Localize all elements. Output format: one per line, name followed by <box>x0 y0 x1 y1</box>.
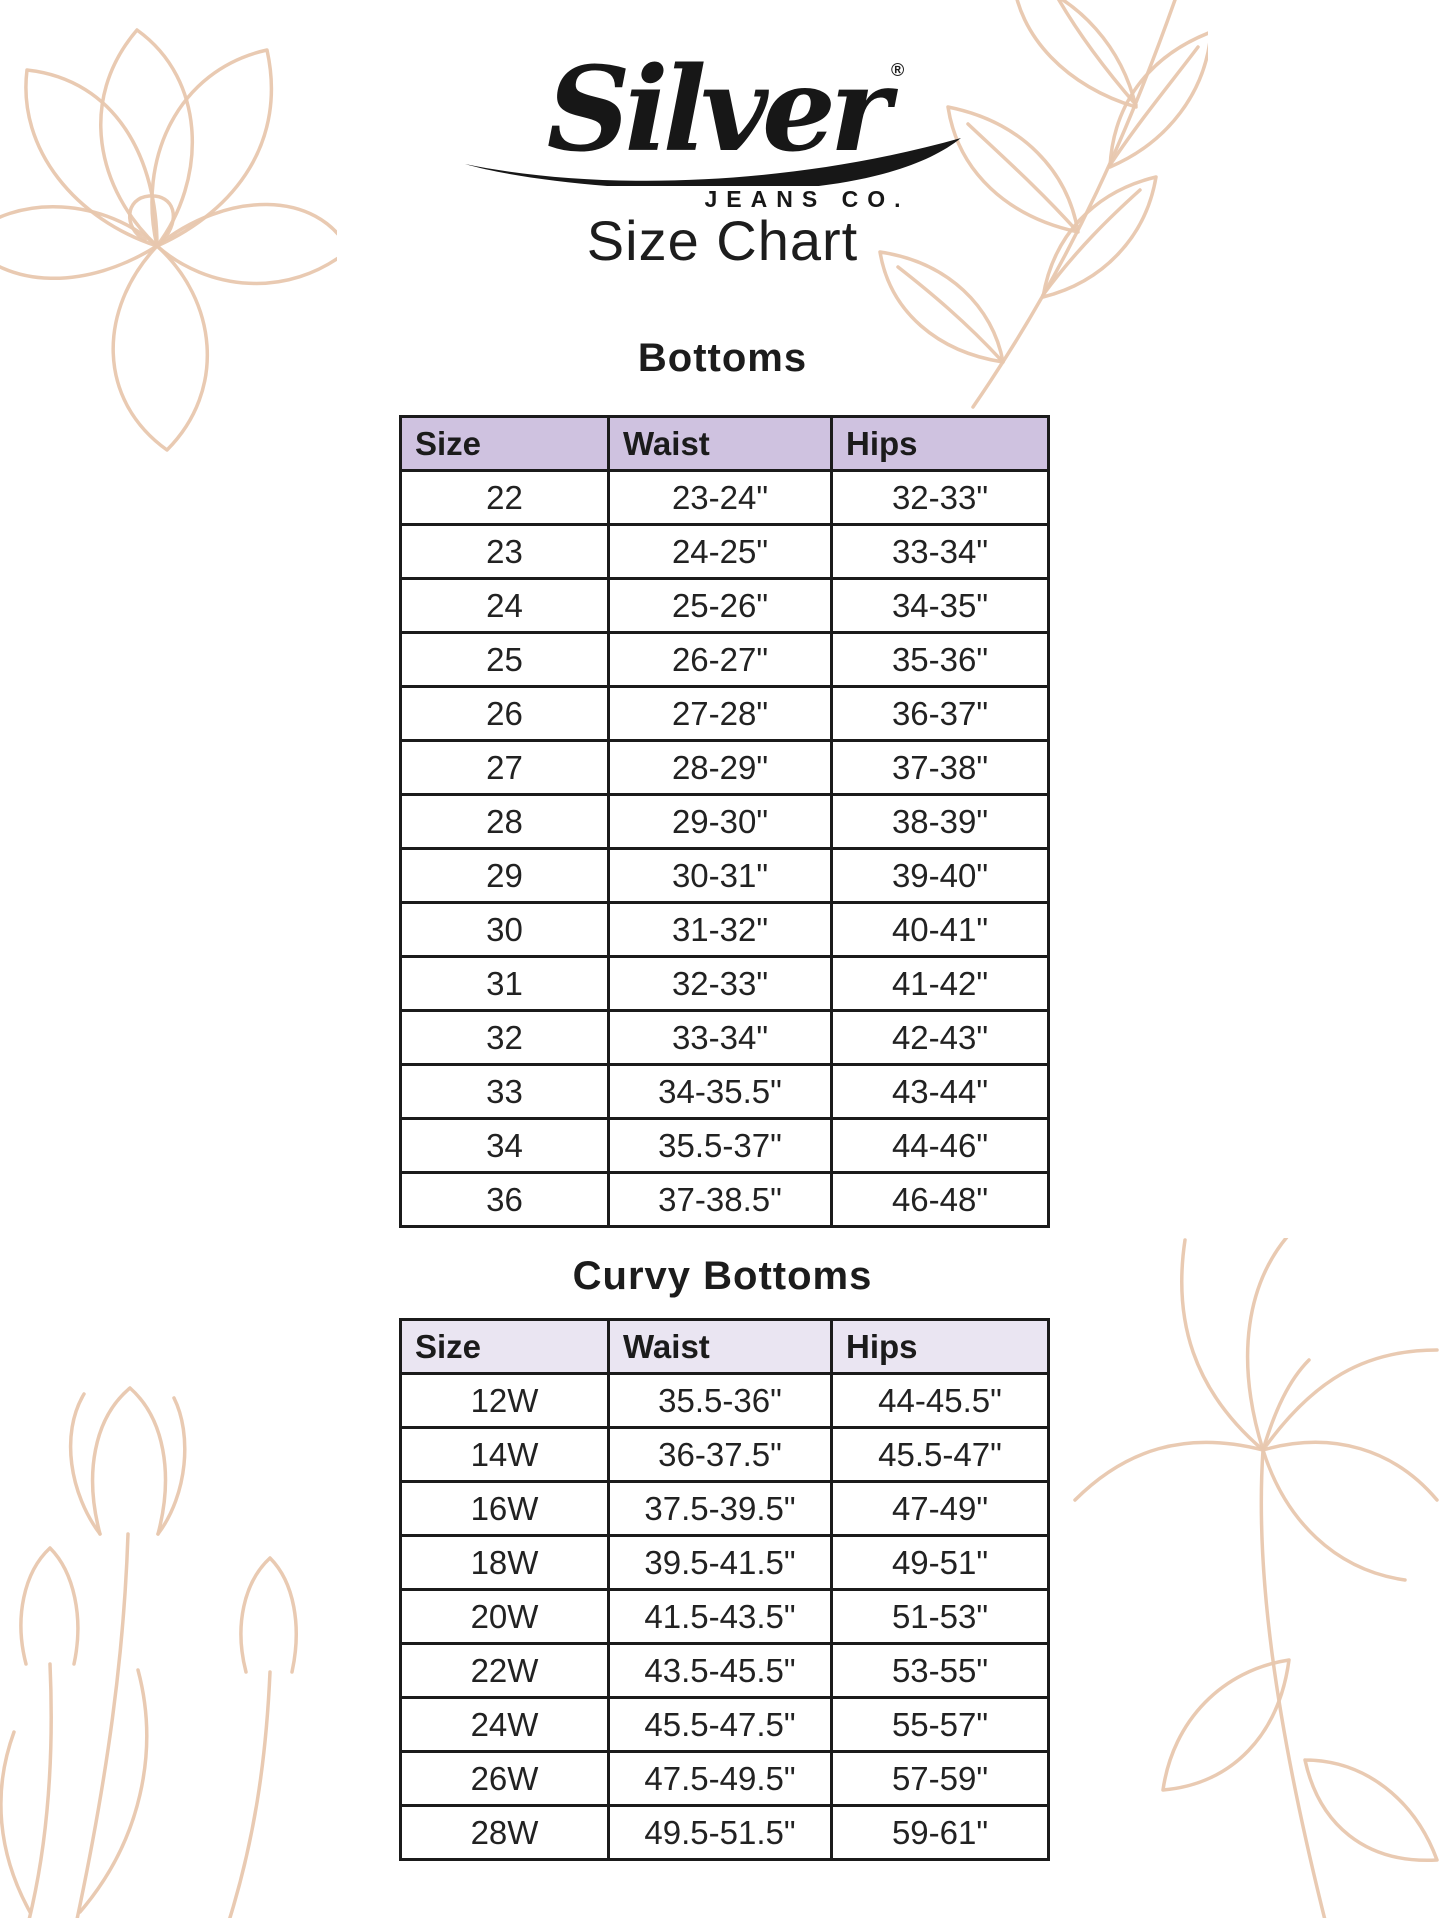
table-cell: 46-48" <box>832 1173 1049 1227</box>
table-cell: 42-43" <box>832 1011 1049 1065</box>
table-cell: 22 <box>401 471 609 525</box>
registered-trademark-icon: ® <box>890 60 905 80</box>
table-row <box>401 1806 1049 1860</box>
table-row <box>401 579 1049 633</box>
table-cell: 28-29" <box>609 741 832 795</box>
table-cell: 30-31" <box>609 849 832 903</box>
brand-subtitle: JEANS CO. <box>704 186 910 212</box>
table-row <box>401 1752 1049 1806</box>
table-cell: 14W <box>401 1428 609 1482</box>
curvy-bottoms-heading: Curvy Bottoms <box>572 1254 873 1298</box>
header-row <box>401 1320 1049 1374</box>
table-cell: 36 <box>401 1173 609 1227</box>
table-row <box>401 849 1049 903</box>
table-cell: 45.5-47.5" <box>609 1698 832 1752</box>
table-cell: 34-35" <box>832 579 1049 633</box>
table-row <box>401 1428 1049 1482</box>
tulip-line-art-bottom-left-icon <box>0 1372 333 1918</box>
brand-wordmark: Silver <box>546 42 885 178</box>
column-header: Size <box>401 1320 609 1374</box>
table-cell: 29-30" <box>609 795 832 849</box>
table-row <box>401 1374 1049 1428</box>
table-cell: 25-26" <box>609 579 832 633</box>
table-cell: 26W <box>401 1752 609 1806</box>
header-row <box>401 417 1049 471</box>
table-cell: 26-27" <box>609 633 832 687</box>
table-cell: 37.5-39.5" <box>609 1482 832 1536</box>
table-cell: 44-46" <box>832 1119 1049 1173</box>
table-cell: 41.5-43.5" <box>609 1590 832 1644</box>
table-cell: 18W <box>401 1536 609 1590</box>
table-cell: 47-49" <box>832 1482 1049 1536</box>
table-cell: 29 <box>401 849 609 903</box>
table-cell: 35.5-37" <box>609 1119 832 1173</box>
table-row <box>401 1698 1049 1752</box>
table-cell: 44-45.5" <box>832 1374 1049 1428</box>
table-cell: 36-37" <box>832 687 1049 741</box>
table-row <box>401 957 1049 1011</box>
table-cell: 35.5-36" <box>609 1374 832 1428</box>
table-cell: 39.5-41.5" <box>609 1536 832 1590</box>
table-cell: 20W <box>401 1590 609 1644</box>
brand-logo <box>453 42 993 213</box>
table-row <box>401 903 1049 957</box>
table-cell: 40-41" <box>832 903 1049 957</box>
table-cell: 55-57" <box>832 1698 1049 1752</box>
table-cell: 32-33" <box>832 471 1049 525</box>
table-cell: 38-39" <box>832 795 1049 849</box>
table-row <box>401 1119 1049 1173</box>
table-cell: 27 <box>401 741 609 795</box>
table-cell: 16W <box>401 1482 609 1536</box>
column-header: Size <box>401 417 609 471</box>
table-cell: 23-24" <box>609 471 832 525</box>
bottoms-table <box>399 415 1050 1228</box>
table-cell: 59-61" <box>832 1806 1049 1860</box>
table-cell: 32 <box>401 1011 609 1065</box>
table-cell: 41-42" <box>832 957 1049 1011</box>
table-cell: 28W <box>401 1806 609 1860</box>
table-cell: 43.5-45.5" <box>609 1644 832 1698</box>
table-cell: 30 <box>401 903 609 957</box>
curvy-bottoms-table <box>399 1318 1050 1861</box>
column-header: Waist <box>609 1320 832 1374</box>
table-cell: 39-40" <box>832 849 1049 903</box>
table-cell: 47.5-49.5" <box>609 1752 832 1806</box>
table-cell: 31-32" <box>609 903 832 957</box>
table-row <box>401 1644 1049 1698</box>
table-row <box>401 1173 1049 1227</box>
table-cell: 24W <box>401 1698 609 1752</box>
table-row <box>401 1590 1049 1644</box>
table-cell: 32-33" <box>609 957 832 1011</box>
table-cell: 24-25" <box>609 525 832 579</box>
table-row <box>401 741 1049 795</box>
table-row <box>401 525 1049 579</box>
table-row <box>401 687 1049 741</box>
table-cell: 34 <box>401 1119 609 1173</box>
table-row <box>401 1065 1049 1119</box>
table-row <box>401 1482 1049 1536</box>
bottoms-heading: Bottoms <box>637 336 808 380</box>
page-title: Size Chart <box>586 209 859 272</box>
table-row <box>401 795 1049 849</box>
table-cell: 12W <box>401 1374 609 1428</box>
table-cell: 27-28" <box>609 687 832 741</box>
table-cell: 23 <box>401 525 609 579</box>
table-cell: 31 <box>401 957 609 1011</box>
table-cell: 45.5-47" <box>832 1428 1049 1482</box>
table-cell: 33 <box>401 1065 609 1119</box>
table-cell: 33-34" <box>609 1011 832 1065</box>
table-cell: 33-34" <box>832 525 1049 579</box>
table-cell: 34-35.5" <box>609 1065 832 1119</box>
table-cell: 53-55" <box>832 1644 1049 1698</box>
table-cell: 37-38" <box>832 741 1049 795</box>
table-cell: 43-44" <box>832 1065 1049 1119</box>
table-cell: 37-38.5" <box>609 1173 832 1227</box>
table-row <box>401 1011 1049 1065</box>
table-cell: 35-36" <box>832 633 1049 687</box>
table-row <box>401 1536 1049 1590</box>
column-header: Hips <box>832 1320 1049 1374</box>
table-cell: 36-37.5" <box>609 1428 832 1482</box>
table-cell: 28 <box>401 795 609 849</box>
table-cell: 26 <box>401 687 609 741</box>
table-cell: 22W <box>401 1644 609 1698</box>
table-cell: 25 <box>401 633 609 687</box>
column-header: Waist <box>609 417 832 471</box>
table-cell: 49-51" <box>832 1536 1049 1590</box>
table-row <box>401 633 1049 687</box>
table-cell: 49.5-51.5" <box>609 1806 832 1860</box>
table-cell: 51-53" <box>832 1590 1049 1644</box>
table-cell: 24 <box>401 579 609 633</box>
table-cell: 57-59" <box>832 1752 1049 1806</box>
column-header: Hips <box>832 417 1049 471</box>
flower-line-art-bottom-right-icon <box>1033 1238 1445 1918</box>
table-row <box>401 471 1049 525</box>
